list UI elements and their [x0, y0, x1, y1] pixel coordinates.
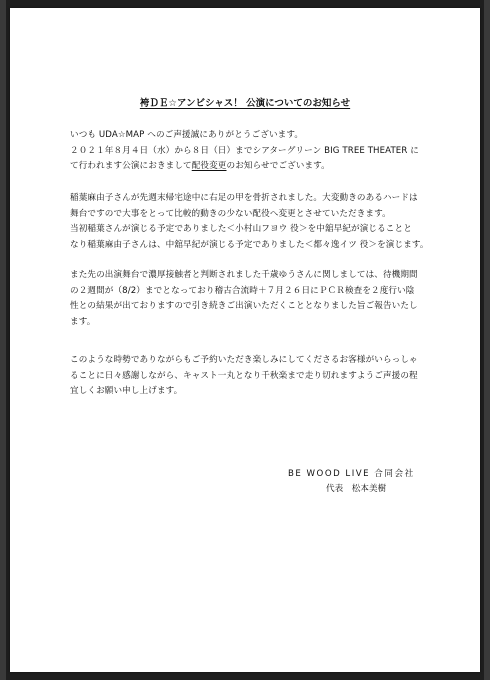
text-line: 当初稲葉さんが演じる予定でありました＜小村山フヨウ 役＞を中舘早紀が演じることと	[70, 224, 412, 234]
casting-change-emphasis: 配役変更	[191, 161, 227, 171]
text-line: 性との結果が出ておりますので引き続きご出演いただくこととなりました旨ご報告いたし	[70, 301, 418, 311]
text-line: ２０２１年８月４日（水）から８日（日）までシアターグリーン BIG TREE THEATER に	[70, 145, 419, 156]
company-name: BE WOOD LIVE 合同会社	[288, 469, 415, 479]
text-line: 舞台ですので大事をとって比較的動きの少ない配役へ変更とさせていただきます。	[70, 208, 391, 219]
text-line: ることに日々感謝しながら、キャスト一丸となり千秋楽まで走り切れますようご声援の程	[70, 370, 418, 381]
text-line: 宜しくお願い申し上げます。	[70, 386, 183, 396]
injury-paragraph	[70, 191, 450, 253]
text-line: ます。	[70, 316, 96, 327]
closing-paragraph	[70, 353, 450, 400]
text-line: なり稲葉麻由子さんは、中舘早紀が演じる予定でありました＜都々逸イツ 役＞を演じます。	[70, 239, 429, 250]
text-line	[70, 159, 450, 175]
notice-title-text: 袴ＤＥ☆アンビシャス！ 公演についてのお知らせ	[139, 98, 351, 109]
pcr-paragraph	[70, 268, 450, 330]
notice-title	[10, 95, 480, 109]
text-line: 稲葉麻由子さんが先週末帰宅途中に右足の甲を骨折されました。大変動きのあるハードは	[70, 193, 418, 203]
text-line: いつも UDA☆MAP へのご声援誠にありがとうございます。	[70, 130, 304, 140]
text-line: の２週間が（8/2）までとなっており稽古合流時＋７月２６日にＰＣＲ検査を２度行い陰	[70, 285, 415, 296]
text-line: このような時勢でありながらもご予約いただき楽しみにしてくださるお客様がいらっしゃ	[70, 355, 418, 365]
greeting-paragraph	[70, 128, 450, 175]
text-segment: て行われます公演におきまして	[70, 161, 192, 171]
document-page	[10, 8, 480, 672]
text-line: また先の出演舞台で濃厚接触者と判断されました千歳ゆうさんに関しましては、待機期間	[70, 270, 418, 280]
signature-block	[288, 467, 458, 497]
representative-name: 代表 松本美樹	[326, 484, 387, 494]
text-segment: のお知らせでございます。	[226, 161, 330, 171]
